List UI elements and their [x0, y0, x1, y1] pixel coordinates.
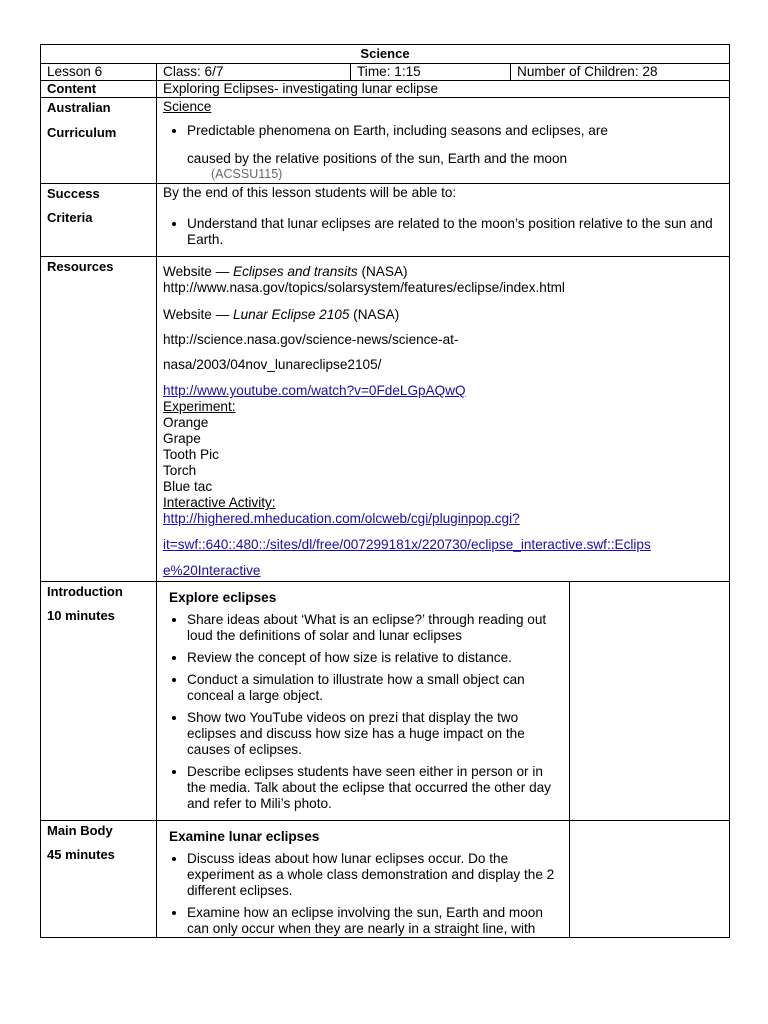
introduction-bullet: • Describe eclipses students have seen either in person or in the media. Talk about the eclipse that occurred the other day and refer to Mili’s photo.	[187, 764, 563, 812]
introduction-bullet: • Show two YouTube videos on prezi that display the two eclipses and discuss how size has a huge impact on the causes of eclipses.	[187, 710, 563, 758]
experiment-item: Orange	[163, 415, 209, 430]
resource-url-2a[interactable]: http://science.nasa.gov/science-news/science-at-	[163, 332, 459, 347]
introduction-bullet: • Review the concept of how size is relative to distance.	[187, 650, 563, 666]
introduction-bullet: • Conduct a simulation to illustrate how a small object can conceal a large object.	[187, 672, 563, 704]
success-bullet: • Understand that lunar eclipses are related to the moon’s position relative to the sun and Earth.	[187, 216, 723, 248]
introduction-label: Introduction 10 minutes	[41, 582, 157, 821]
curriculum-code: (ACSSU115)	[211, 167, 283, 181]
resource-website-2: Website — Lunar Eclipse 2105 (NASA)	[163, 307, 400, 322]
lesson-number: Lesson 6	[41, 64, 157, 81]
class-info: Class: 6/7	[157, 64, 351, 81]
subject-link[interactable]: Science	[163, 99, 212, 114]
resource-url-2b[interactable]: nasa/2003/04nov_lunareclipse2105/	[163, 357, 382, 372]
interactive-link-1[interactable]: http://highered.mheducation.com/olcweb/cgi/pluginpop.cgi?	[163, 511, 520, 526]
main-body-notes-cell	[570, 821, 730, 938]
experiment-item: Blue tac	[163, 479, 213, 494]
main-body-label: Main Body 45 minutes	[41, 821, 157, 938]
lesson-plan	[40, 44, 729, 938]
resource-website-1: Website — Eclipses and transits (NASA)	[163, 264, 408, 279]
page-title: Science	[41, 45, 730, 64]
children-count: Number of Children: 28	[511, 64, 730, 81]
interactive-label: Interactive Activity:	[163, 495, 276, 510]
experiment-label: Experiment:	[163, 399, 236, 414]
curriculum-label: Australian Curriculum	[41, 98, 157, 184]
experiment-item: Tooth Pic	[163, 447, 219, 462]
content-text: Exploring Eclipses- investigating lunar eclipse	[157, 81, 730, 98]
curriculum-cell	[157, 98, 730, 184]
main-body-bullet: • Examine how an eclipse involving the sun, Earth and moon can only occur when they are nearly in a straight line, with	[187, 905, 563, 937]
time-info: Time: 1:15	[351, 64, 511, 81]
main-body-cell	[157, 821, 570, 938]
resources-label: Resources	[41, 257, 157, 582]
curriculum-bullet: • Predictable phenomena on Earth, including seasons and eclipses, are caused by the relative positions of the sun, Earth and the moon	[187, 117, 723, 173]
main-body-heading: Examine lunar eclipses	[169, 829, 320, 844]
resources-cell	[157, 257, 730, 582]
resource-url-1[interactable]: http://www.nasa.gov/topics/solarsystem/features/eclipse/index.html	[163, 280, 565, 295]
lesson-plan-table	[40, 44, 730, 938]
interactive-link-2[interactable]: it=swf::640::480::/sites/dl/free/007299181x/220730/eclipse_interactive.swf::Eclips	[163, 537, 651, 552]
content-label: Content	[41, 81, 157, 98]
success-cell	[157, 184, 730, 257]
introduction-heading: Explore eclipses	[169, 590, 277, 605]
youtube-link[interactable]: http://www.youtube.com/watch?v=0FdeLGpAQwQ	[163, 383, 466, 398]
introduction-notes-cell	[570, 582, 730, 821]
introduction-cell	[157, 582, 570, 821]
interactive-link-3[interactable]: e%20Interactive	[163, 563, 261, 578]
experiment-item: Grape	[163, 431, 201, 446]
introduction-bullet: • Share ideas about ‘What is an eclipse?’ through reading out loud the definitions of solar and lunar eclipses	[187, 612, 563, 644]
success-label: Success Criteria	[41, 184, 157, 257]
experiment-item: Torch	[163, 463, 197, 478]
main-body-bullet: • Discuss ideas about how lunar eclipses occur. Do the experiment as a whole class demonstration and display the 2 different eclipses.	[187, 851, 563, 899]
success-intro: By the end of this lesson students will be able to:	[163, 185, 457, 200]
